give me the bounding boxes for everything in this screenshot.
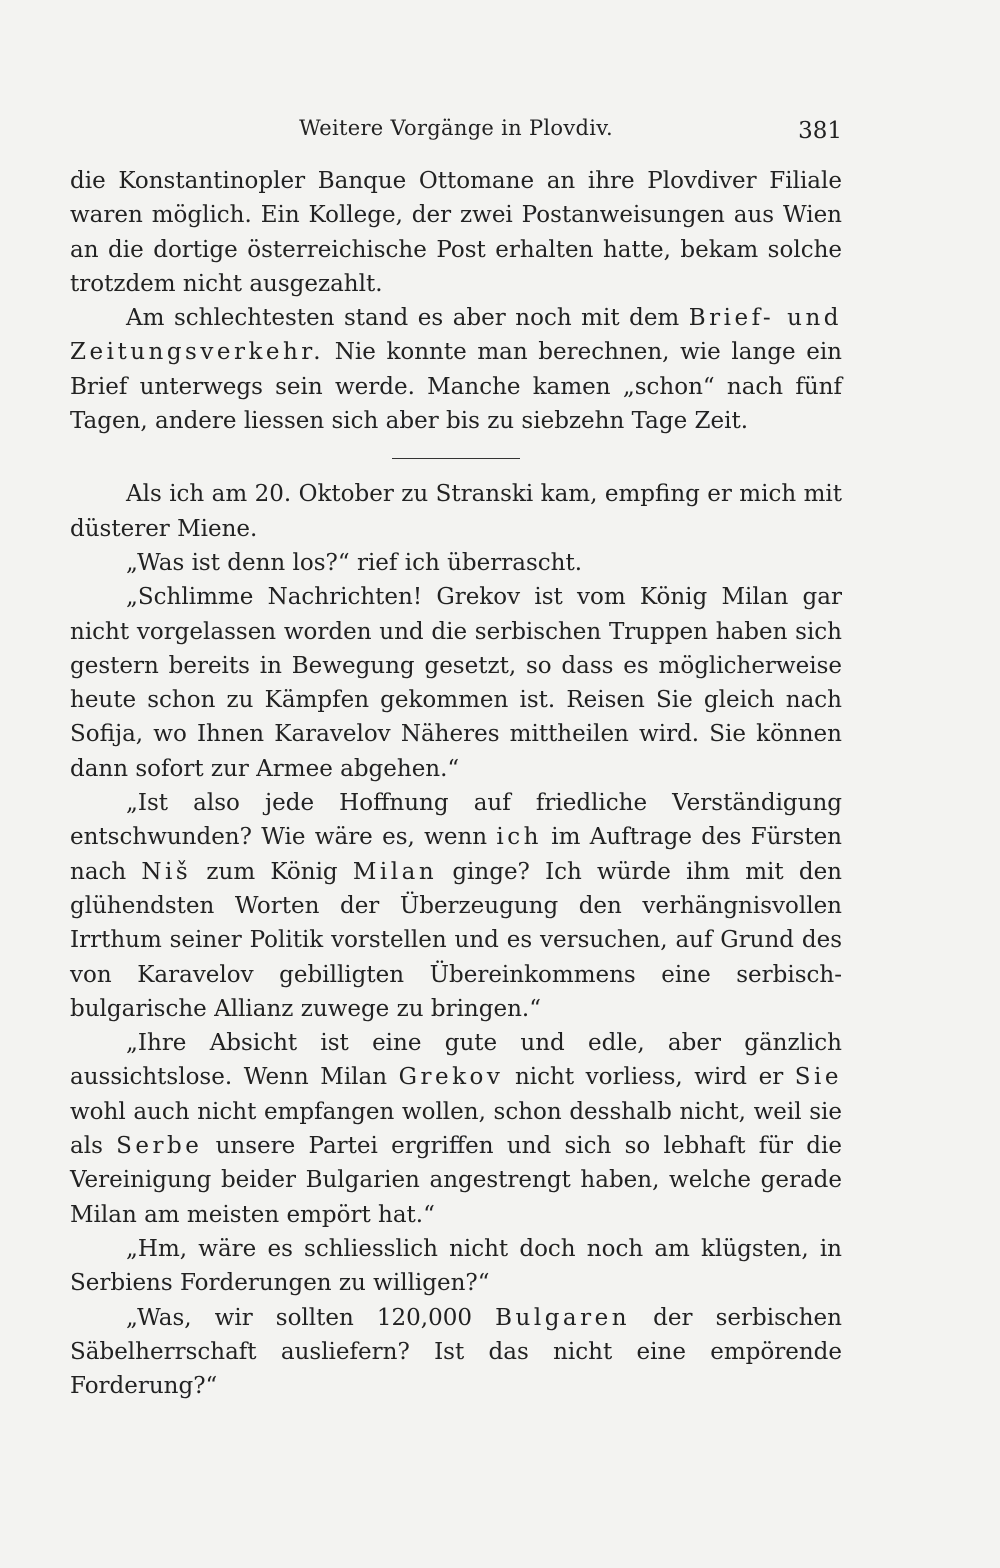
page-number: 381	[798, 118, 842, 144]
spaced-emphasis: Bulgaren	[495, 1304, 631, 1331]
paragraph-text: Am schlechtesten stand es aber noch mit dem	[126, 305, 689, 332]
paragraph-text: zum König	[191, 858, 353, 885]
spaced-emphasis: ich	[496, 824, 542, 851]
paragraph-5	[70, 580, 842, 786]
spaced-emphasis: Niš	[141, 858, 192, 885]
spaced-emphasis: Grekov	[398, 1064, 504, 1091]
running-title: Weitere Vorgänge in Plovdiv.	[299, 116, 613, 140]
paragraph-4	[70, 546, 842, 580]
paragraph-text: Nie konnte man berechnen, wie lange ein Brief unterwegs sein werde. Manche kamen „schon“ nach fünf Tagen, andere liessen sich aber bis zu siebzehn Tage Zeit.	[70, 339, 842, 435]
paragraph-3	[70, 477, 842, 546]
paragraph-text: Als ich am 20. Oktober zu Stranski kam, empfing er mich mit düsterer Miene.	[70, 481, 842, 542]
paragraph-text: im Auftrage des Fürsten nach	[70, 824, 842, 885]
section-divider	[392, 458, 520, 459]
paragraph-text: „Hm, wäre es schliesslich nicht doch noch am klügsten, in Serbiens Forderungen zu willigen?“	[70, 1235, 842, 1297]
paragraph-9	[70, 1301, 842, 1404]
spaced-emphasis: Sie	[794, 1064, 842, 1091]
paragraph-6	[70, 786, 842, 1026]
paragraph-text: „Schlimme Nachrichten! Grekov ist vom König Milan gar nicht vorgelassen worden und die serbischen Truppen haben sich gestern bereits in Bewegung gesetzt, so dass es möglicherweise heute schon zu Kämpfen gekommen ist. Reisen Sie gleich nach Sofija, wo Ihnen Karavelov Näheres mittheilen wird. Sie können dann sofort zur Armee abgehen.“	[70, 584, 842, 782]
paragraph-text: „Was, wir sollten 120,000	[126, 1304, 496, 1331]
body-text	[70, 164, 842, 1403]
spaced-emphasis: Brief- und Zeitungsverkehr.	[70, 305, 842, 366]
paragraph-text: wohl auch nicht empfangen wollen, schon desshalb nicht, weil sie als	[70, 1098, 842, 1160]
paragraph-text: die Konstantinopler Banque Ottomane an ihre Plovdiver Filiale waren möglich. Ein Kollege, der zwei Postanweisungen aus Wien an die dortige österreichische Post erhalten hatte, bekam solche trotzdem nicht ausgezahlt.	[70, 168, 842, 297]
spaced-emphasis: Serbe	[116, 1133, 203, 1160]
paragraph-text: unsere Partei ergriffen und sich so lebhaft für die Vereinigung beider Bulgarien angestrengt haben, welche gerade Milan am meisten empört hat.“	[70, 1133, 842, 1228]
page-header	[70, 112, 842, 148]
paragraph-text: „Was ist denn los?“ rief ich überrascht.	[126, 549, 583, 576]
paragraph-text: ginge? Ich würde ihm mit den glühendsten Worten der Überzeugung den verhängnisvollen Irrthum seiner Politik vorstellen und es versuchen, auf Grund des von Karavelov gebilligten Übereinkommens eine serbisch-bulgarische Allianz zuwege zu bringen.“	[70, 858, 842, 1022]
paragraph-7	[70, 1026, 842, 1232]
paragraph-text: der serbischen Säbelherrschaft ausliefern? Ist das nicht eine empörende Forderung?“	[70, 1304, 842, 1400]
paragraph-1	[70, 164, 842, 301]
paragraph-text: nicht vorliess, wird er	[503, 1064, 795, 1091]
paragraph-2	[70, 301, 842, 438]
spaced-emphasis: Milan	[352, 858, 438, 885]
paragraph-text: „Ihre Absicht ist eine gute und edle, aber gänzlich aussichtslose. Wenn Milan	[70, 1030, 842, 1091]
paragraph-8	[70, 1232, 842, 1301]
paragraph-text: „Ist also jede Hoffnung auf friedliche Verständigung entschwunden? Wie wäre es, wenn	[70, 790, 842, 851]
